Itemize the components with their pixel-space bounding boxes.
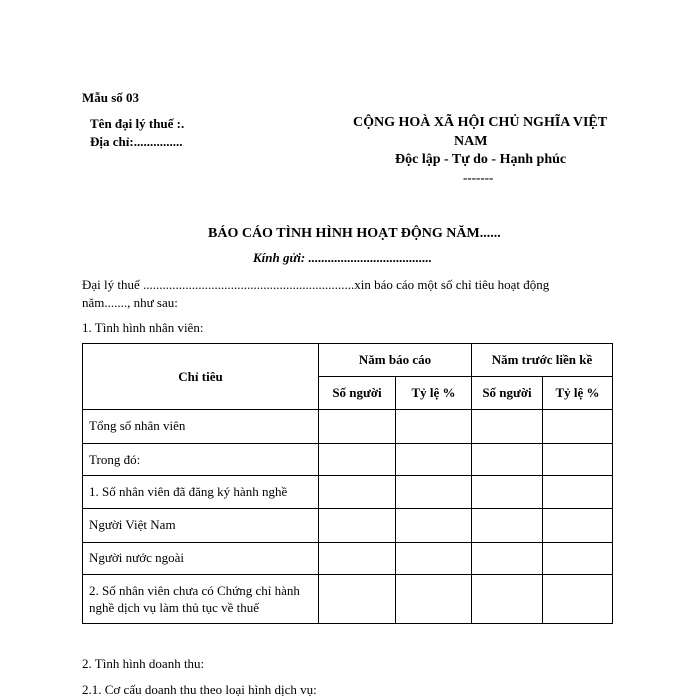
empty-cell bbox=[396, 410, 472, 444]
staff-table bbox=[82, 343, 613, 624]
table-row bbox=[83, 508, 613, 542]
row-label-line-1: 2. Số nhân viên chưa có Chứng chỉ hành bbox=[89, 583, 300, 599]
empty-cell bbox=[543, 542, 613, 575]
empty-cell bbox=[543, 508, 613, 542]
empty-cell bbox=[543, 575, 613, 624]
empty-cell bbox=[472, 508, 543, 542]
empty-cell bbox=[396, 508, 472, 542]
row-label: Tổng số nhân viên bbox=[83, 410, 319, 444]
empty-cell bbox=[396, 542, 472, 575]
row-label-line-2: nghề dịch vụ làm thủ tục về thuế bbox=[89, 600, 260, 616]
row-label: Trong đó: bbox=[83, 443, 319, 476]
empty-cell bbox=[543, 476, 613, 509]
table-row bbox=[83, 476, 613, 509]
motto: Độc lập - Tự do - Hạnh phúc bbox=[395, 152, 567, 167]
empty-cell bbox=[472, 542, 543, 575]
empty-cell bbox=[543, 410, 613, 444]
empty-cell bbox=[396, 575, 472, 624]
country-name-line-2: NAM bbox=[454, 134, 488, 149]
empty-cell bbox=[472, 575, 543, 624]
section-2-heading: 2. Tình hình doanh thu: bbox=[82, 656, 205, 671]
table-row bbox=[83, 575, 613, 624]
empty-cell bbox=[319, 575, 396, 624]
recipient-line: Kính gửi: ...................................... bbox=[253, 250, 432, 265]
form-number: Mẫu số 03 bbox=[82, 90, 140, 105]
report-title: BÁO CÁO TÌNH HÌNH HOẠT ĐỘNG NĂM...... bbox=[208, 226, 501, 241]
empty-cell bbox=[472, 476, 543, 509]
header-report-year: Năm báo cáo bbox=[319, 344, 472, 377]
subheader-people-count: Số người bbox=[319, 376, 396, 410]
empty-cell bbox=[319, 542, 396, 575]
empty-cell bbox=[319, 410, 396, 444]
intro-line-2: năm......., như sau: bbox=[82, 295, 178, 310]
empty-cell bbox=[472, 443, 543, 476]
header-separator: ------- bbox=[463, 170, 494, 185]
empty-cell bbox=[396, 443, 472, 476]
row-label: Người Việt Nam bbox=[83, 508, 319, 542]
subheader-percentage: Tỷ lệ % bbox=[396, 376, 472, 410]
header-criteria: Chỉ tiêu bbox=[83, 344, 319, 410]
table-row bbox=[83, 410, 613, 444]
row-label bbox=[83, 575, 319, 624]
row-label: Người nước ngoài bbox=[83, 542, 319, 575]
empty-cell bbox=[319, 443, 396, 476]
intro-line-1: Đại lý thuế .................................................................xin báo cáo một số chỉ tiêu hoạt động bbox=[82, 277, 550, 292]
section-1-heading: 1. Tình hình nhân viên: bbox=[82, 320, 204, 335]
row-label: 1. Số nhân viên đã đăng ký hành nghề bbox=[83, 476, 319, 509]
table-row bbox=[83, 443, 613, 476]
section-2-1-heading: 2.1. Cơ cấu doanh thu theo loại hình dịch vụ: bbox=[82, 682, 317, 697]
address-label: Địa chỉ:............... bbox=[90, 134, 183, 149]
subheader-people-count: Số người bbox=[472, 376, 543, 410]
empty-cell bbox=[319, 476, 396, 509]
header-previous-year: Năm trước liền kề bbox=[472, 344, 613, 377]
empty-cell bbox=[543, 443, 613, 476]
empty-cell bbox=[319, 508, 396, 542]
empty-cell bbox=[396, 476, 472, 509]
empty-cell bbox=[472, 410, 543, 444]
country-name-line-1: CỘNG HOÀ XÃ HỘI CHỦ NGHĨA VIỆT bbox=[353, 115, 608, 130]
agent-name-label: Tên đại lý thuế :. bbox=[90, 116, 185, 131]
subheader-percentage: Tỷ lệ % bbox=[543, 376, 613, 410]
table-row bbox=[83, 542, 613, 575]
